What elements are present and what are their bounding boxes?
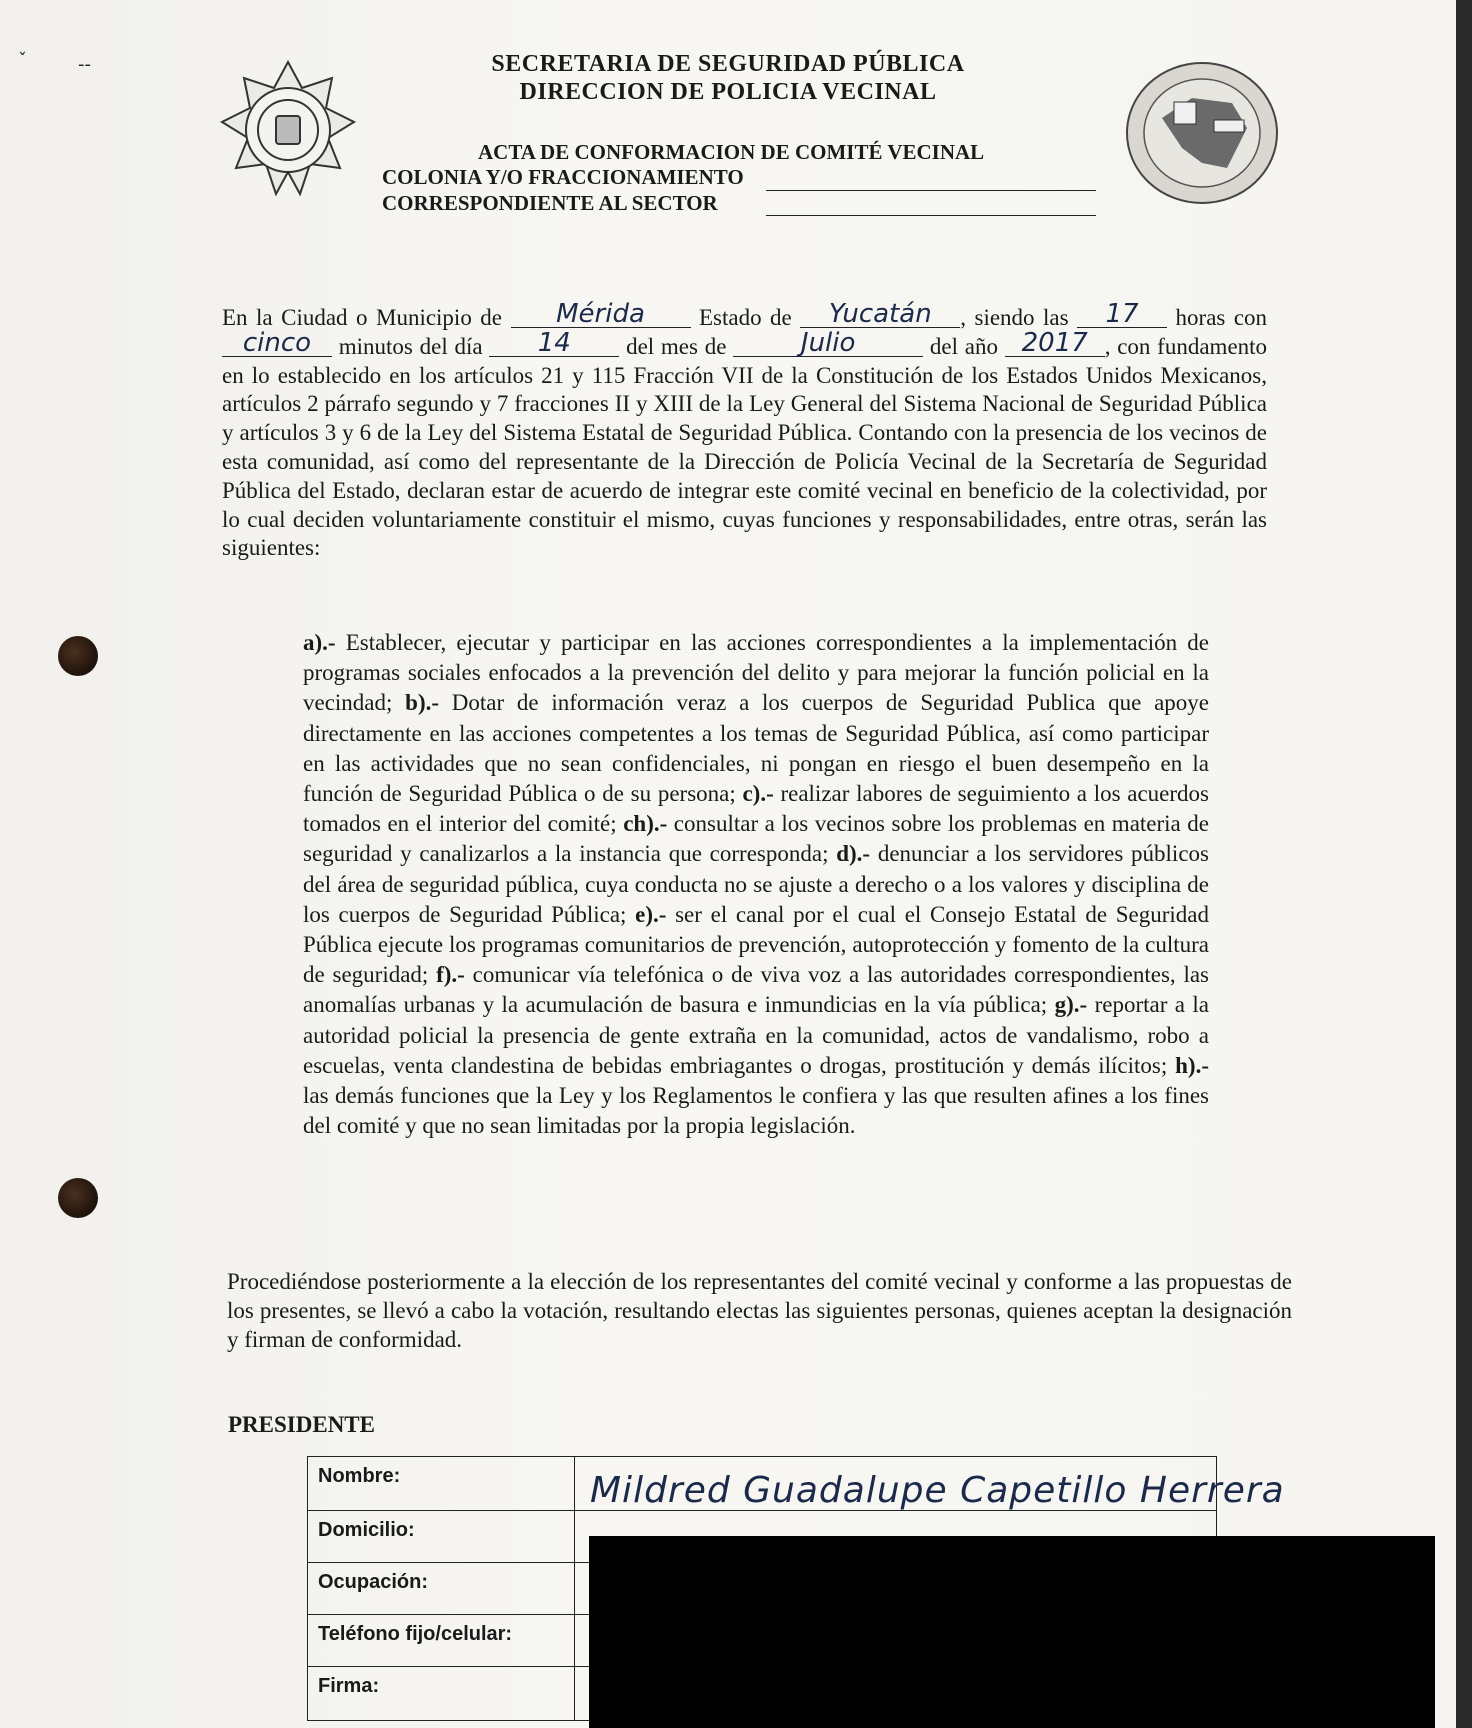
page-edge bbox=[1456, 0, 1472, 1728]
sector-blank bbox=[766, 215, 1096, 216]
funcion-key: f).- bbox=[436, 962, 465, 988]
minutos-value: cinco bbox=[222, 330, 332, 357]
redaction-block bbox=[589, 1536, 1435, 1728]
municipio-value: Mérida bbox=[511, 301, 691, 328]
corner-mark: -- bbox=[78, 54, 91, 75]
anio-value: 2017 bbox=[1005, 330, 1105, 357]
colonia-blank bbox=[766, 190, 1096, 191]
funcion-text: denunciar a los servidores públicos del área de seguridad pública, cuya conducta no se ajuste a derecho o a los valores y disciplina de los cuerpos de Seguridad Pública; bbox=[303, 841, 1209, 927]
funcion-key: b).- bbox=[405, 690, 440, 716]
intro-text: minutos del día bbox=[338, 333, 483, 359]
funcion-text: consultar a los vecinos sobre los problemas en materia de seguridad y canalizarlos a la instancia que corresponda; bbox=[303, 811, 1209, 867]
funcion-text: realizar labores de seguimiento a los acuerdos tomados en el interior del comité; bbox=[303, 781, 1209, 837]
header-secretaria: SECRETARIA DE SEGURIDAD PÚBLICA bbox=[491, 51, 965, 77]
eleccion-paragraph: Procediéndose posteriormente a la elección de los representantes del comité vecinal y conforme a las propuestas de los presentes, se llevó a cabo la votación, resultando electas las siguientes personas, quienes aceptan la designación y firman de conformidad. bbox=[227, 1269, 1292, 1352]
funcion-text: reportar a la autoridad policial la presencia de gente extraña en la comunidad, actos de vandalismo, robo a escuelas, venta clandestina de bebidas embriagantes o drogas, prostitución y demás ilícitos; bbox=[303, 992, 1209, 1078]
funciones-list bbox=[303, 628, 1209, 1141]
intro-text: del año bbox=[929, 333, 998, 359]
funcion-key: c).- bbox=[742, 781, 774, 807]
intro-text: En la Ciudad o Municipio de bbox=[222, 305, 503, 330]
ocupacion-label: Ocupación: bbox=[308, 1563, 575, 1615]
firma-label: Firma: bbox=[308, 1667, 575, 1721]
acta-title: ACTA DE CONFORMACION DE COMITÉ VECINAL bbox=[478, 140, 985, 164]
intro-text: , siendo las bbox=[960, 305, 1069, 330]
nombre-label: Nombre: bbox=[308, 1457, 575, 1511]
telefono-label: Teléfono fijo/celular: bbox=[308, 1615, 575, 1667]
colonia-label: COLONIA Y/O FRACCIONAMIENTO bbox=[382, 165, 744, 189]
sector-label: CORRESPONDIENTE AL SECTOR bbox=[382, 191, 718, 215]
estado-value: Yucatán bbox=[800, 301, 960, 328]
funcion-text: Establecer, ejecutar y participar en las acciones correspondientes a la implementación de programas sociales enfocados a la prevención del delito y para mejorar la función policial en la vecindad; bbox=[303, 630, 1209, 716]
funcion-text: ser el canal por el cual el Consejo Estatal de Seguridad Pública ejecute los programas comunitarios de prevención, autoprotección y fomento de la cultura de seguridad; bbox=[303, 901, 1209, 988]
mes-value: Julio bbox=[733, 330, 923, 357]
intro-text: del mes de bbox=[626, 333, 727, 359]
funcion-key: g).- bbox=[1054, 992, 1088, 1018]
presidente-nombre-value: Mildred Guadalupe Capetillo Herrera bbox=[590, 1470, 1285, 1511]
domicilio-label: Domicilio: bbox=[308, 1511, 575, 1563]
intro-text: Estado de bbox=[698, 305, 792, 330]
header-direccion: DIRECCION DE POLICIA VECINAL bbox=[519, 79, 937, 105]
funcion-key: ch).- bbox=[623, 811, 668, 837]
funcion-key: e).- bbox=[635, 901, 667, 927]
punch-hole bbox=[58, 1178, 98, 1218]
funcion-key: h).- bbox=[1175, 1052, 1209, 1078]
funcion-key: a).- bbox=[303, 630, 336, 655]
funcion-text: comunicar vía telefónica o de viva voz a las autoridades correspondientes, las anomalías urbanas y la acumulación de basura e inmundicias en la vía pública; bbox=[303, 962, 1210, 1018]
funcion-text: Dotar de información veraz a los cuerpos de Seguridad Publica que apoye directamente en las acciones competentes a los temas de Seguridad Pública, así como participar en las actividades que no sean confidenciales, ni pongan en riesgo el buen desempeño en la función de Seguridad Pública o de su persona; bbox=[303, 690, 1209, 807]
document-header bbox=[0, 50, 1456, 106]
funcion-key: d).- bbox=[836, 841, 871, 867]
dia-value: 14 bbox=[489, 330, 619, 357]
horas-value: 17 bbox=[1077, 301, 1167, 328]
intro-paragraph bbox=[222, 299, 1268, 563]
presidente-title: PRESIDENTE bbox=[228, 1412, 375, 1437]
intro-text: , con fundamento en lo establecido en los artículos 21 y 115 Fracción VII de la Constitución de los Estados Unidos Mexicanos, artículos 2 párrafo segundo y 7 fracciones II y XIII de la Ley General del Sistema Nacional de Seguridad Pública y artículos 3 y 6 de la Ley del Sistema Estatal de Seguridad Pública. Contando con la presencia de los vecinos de esta comunidad, así como del representante de la Dirección de Policía Vecinal de la Secretaría de Seguridad Pública del Estado, declaran estar de acuerdo de integrar este comité vecinal en beneficio de la colectividad, por lo cual deciden voluntariamente constituir el mismo, cuyas funciones y responsabilidades, entre otras, serán las siguientes: bbox=[222, 333, 1268, 561]
funcion-text: las demás funciones que la Ley y los Reglamentos le confiera y las que resulten afines a los fines del comité y que no sean limitadas por la propia legislación. bbox=[303, 1083, 1209, 1139]
intro-text: horas con bbox=[1175, 305, 1268, 330]
punch-hole bbox=[58, 636, 98, 676]
corner-mark: ˇ bbox=[18, 50, 27, 71]
